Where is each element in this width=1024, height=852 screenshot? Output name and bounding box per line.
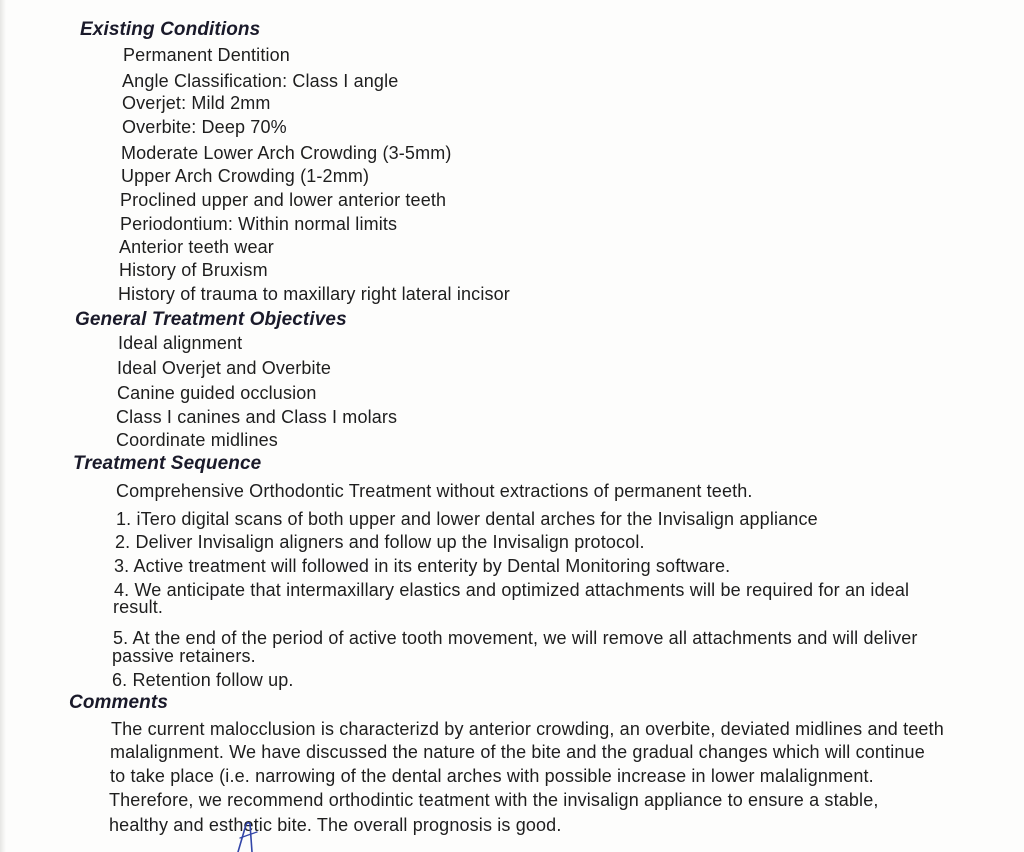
treatment-sequence-line: 1. iTero digital scans of both upper and lower dental arches for the Invisalign appliance — [116, 509, 818, 529]
scan-edge-shadow — [0, 0, 6, 852]
existing-condition-item: Upper Arch Crowding (1-2mm) — [121, 166, 370, 186]
existing-condition-item: Overbite: Deep 70% — [122, 117, 287, 137]
treatment-sequence-line: 3. Active treatment will followed in its enterity by Dental Monitoring software. — [114, 556, 731, 576]
existing-condition-item: History of trauma to maxillary right lateral incisor — [118, 284, 510, 304]
treatment-objective-item: Ideal alignment — [118, 333, 243, 353]
treatment-objective-item: Ideal Overjet and Overbite — [117, 358, 332, 378]
handwritten-pen-mark — [230, 812, 270, 852]
existing-condition-item: Proclined upper and lower anterior teeth — [120, 190, 447, 210]
general-treatment-objectives-heading: General Treatment Objectives — [75, 309, 347, 330]
comments-line: Therefore, we recommend orthodintic teatment with the invisalign appliance to ensure a stable, — [109, 790, 879, 810]
comments-line: healthy and esthetic bite. The overall prognosis is good. — [109, 815, 562, 835]
treatment-sequence-line: 6. Retention follow up. — [112, 670, 294, 690]
comments-heading: Comments — [69, 692, 168, 713]
treatment-sequence-heading: Treatment Sequence — [73, 453, 262, 474]
existing-condition-item: History of Bruxism — [119, 260, 268, 280]
comments-line: malalignment. We have discussed the nature of the bite and the gradual changes which will continue — [110, 742, 925, 762]
comments-line: The current malocclusion is characterizd by anterior crowding, an overbite, deviated midlines and teeth — [111, 719, 944, 739]
existing-condition-item: Moderate Lower Arch Crowding (3-5mm) — [121, 143, 452, 163]
treatment-objective-item: Coordinate midlines — [116, 430, 278, 450]
treatment-objective-item: Canine guided occlusion — [117, 383, 317, 403]
comments-line: to take place (i.e. narrowing of the dental arches with possible increase in lower malalignment. — [110, 766, 874, 786]
treatment-sequence-line: 5. At the end of the period of active tooth movement, we will remove all attachments and will deliver — [113, 628, 918, 648]
treatment-sequence-line: result. — [113, 597, 164, 617]
treatment-sequence-line: 4. We anticipate that intermaxillary elastics and optimized attachments will be required for an ideal — [114, 580, 910, 600]
existing-condition-item: Anterior teeth wear — [119, 237, 274, 257]
treatment-objective-item: Class I canines and Class I molars — [116, 407, 398, 427]
existing-condition-item: Angle Classification: Class I angle — [122, 71, 399, 91]
existing-condition-item: Overjet: Mild 2mm — [122, 93, 271, 113]
existing-condition-item: Periodontium: Within normal limits — [120, 214, 398, 234]
treatment-sequence-line: 2. Deliver Invisalign aligners and follow up the Invisalign protocol. — [115, 532, 645, 552]
treatment-sequence-line: Comprehensive Orthodontic Treatment without extractions of permanent teeth. — [116, 481, 753, 501]
treatment-sequence-line: passive retainers. — [112, 646, 256, 666]
existing-conditions-heading: Existing Conditions — [80, 19, 261, 40]
existing-condition-item: Permanent Dentition — [123, 45, 290, 65]
